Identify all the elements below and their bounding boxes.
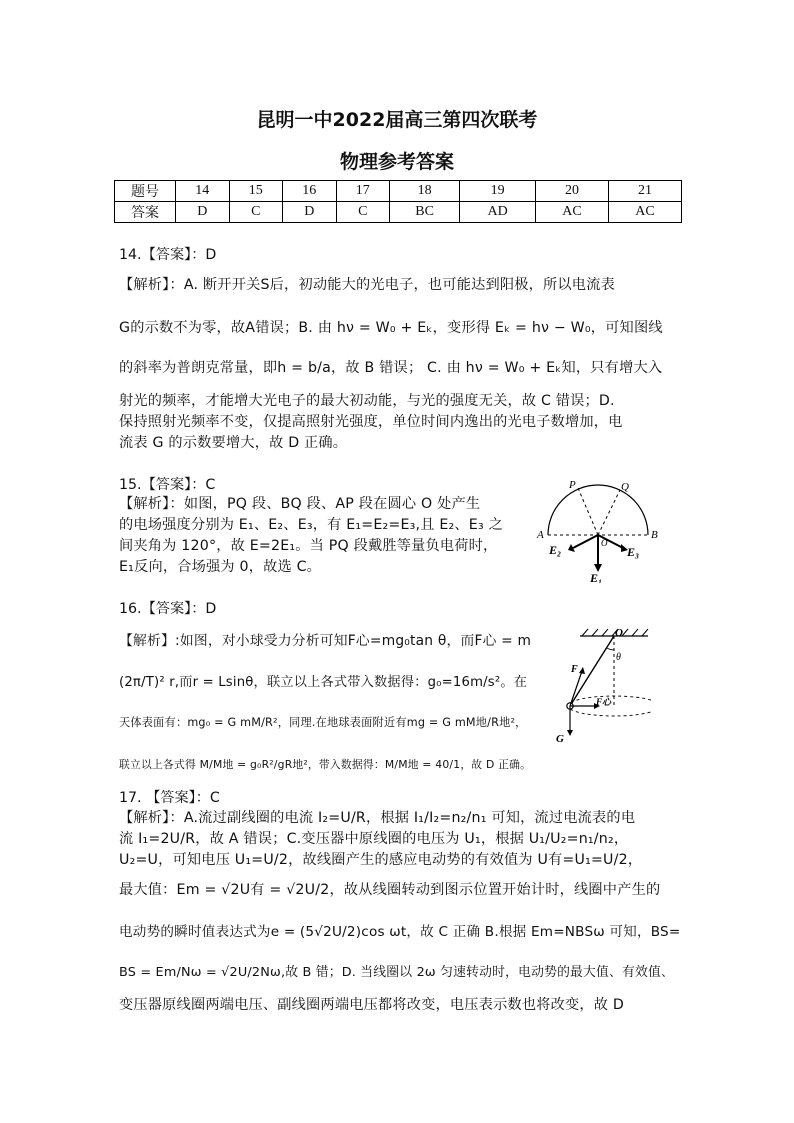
- semicircle-arc: [548, 485, 648, 535]
- arrowhead-gravity: [567, 730, 573, 736]
- table-cell: AC: [608, 202, 681, 223]
- theta-arc: [607, 648, 614, 650]
- label-p: P: [569, 479, 576, 491]
- q17-line: 电动势的瞬时值表达式为e = (5√2U/2)cos ωt，故 C 正确 B.根据 Em=NBSω 可知，BS=: [119, 924, 681, 940]
- q14-line: 流表 G 的示数要增大，故 D 正确。: [119, 435, 348, 451]
- q17-line: U₂=U，可知电压 U₁=U/2，故线圈产生的感应电动势的有效值为 U有=U₁=U/2，: [119, 852, 643, 868]
- label-g: G: [556, 733, 564, 745]
- table-cell: D: [283, 202, 337, 223]
- table-cell: 19: [460, 181, 536, 202]
- label-e3: E₃: [627, 545, 640, 559]
- q17-line: 【解析】：A.流过副线圈的电流 I₂=U/R，根据 I₁/I₂=n₂/n₁ 可知，流过电流表的电: [119, 810, 636, 826]
- q14-line: 保持照射光频率不变，仅提高照射光强度，单位时间内逸出的光电子数增加，电: [119, 414, 623, 430]
- table-cell: BC: [390, 202, 460, 223]
- q14-line: G的示数不为零，故A错误；B. 由 hν = W₀ + Eₖ，变形得 Eₖ = hν − W₀，可知图线: [119, 320, 663, 336]
- q15-line: 【解析】：如图，PQ 段、BQ 段、AP 段在圆心 O 处产生: [119, 496, 481, 512]
- table-cell: D: [176, 202, 230, 223]
- vector-e2: [573, 535, 598, 548]
- q15-line: 间夹角为 120°，故 E=2E₁。当 PQ 段戴胜等量负电荷时，: [119, 538, 498, 554]
- table-cell: 15: [229, 181, 283, 202]
- table-cell: AD: [460, 202, 536, 223]
- answer-table: [114, 180, 682, 223]
- q16-line: 联立以上各式得 M/M地 = g₀R²/gR地²，带入数据得：M/M地 = 40/1，故 D 正确。: [119, 758, 532, 771]
- radius-q: [598, 490, 620, 535]
- table-cell: 14: [176, 181, 230, 202]
- row-label-answer: 答案: [115, 202, 176, 223]
- table-cell: 17: [336, 181, 390, 202]
- q16-line: 天体表面有：mg₀ = G mM/R²，同理.在地球表面附近有mg = G mM地/R地²，: [119, 716, 527, 729]
- table-cell: C: [336, 202, 390, 223]
- table-cell: 21: [608, 181, 681, 202]
- q16-pendulum-diagram: [552, 626, 652, 746]
- label-o: O: [615, 627, 623, 639]
- q14-line: 射光的频率，才能增大光电子的最大初动能，与光的强度无关，故 C 错误；D.: [119, 393, 615, 409]
- table-cell: 18: [390, 181, 460, 202]
- q15-field-diagram: [535, 478, 665, 583]
- radius-p: [578, 488, 598, 535]
- label-fc: F心: [596, 697, 612, 707]
- q17-line: 流 I₁=2U/R，故 A 错误；C.变压器中原线圈的电压为 U₁，根据 U₁/U₂=n₁/n₂，: [119, 831, 629, 847]
- q15-heading: 15.【答案】：C: [119, 477, 216, 493]
- label-e1: E₁: [590, 571, 603, 583]
- q16-line: (2π/T)² r,而r = Lsinθ，联立以上各式带入数据得：g₀=16m/s²。在: [119, 675, 528, 690]
- label-a: A: [537, 529, 544, 541]
- q16-heading: 16.【答案】：D: [119, 601, 217, 617]
- q14-heading: 14.【答案】：D: [119, 247, 217, 263]
- q17-line: 最大值：Em = √2U有 = √2U/2，故从线圈转动到图示位置开始计时，线圈中产生的: [119, 882, 661, 898]
- table-cell: C: [229, 202, 283, 223]
- label-f: F: [571, 664, 578, 675]
- label-q: Q: [621, 481, 629, 493]
- q15-line: E₁反向，合场强为 0，故选 C。: [119, 559, 322, 575]
- label-e2: E₂: [549, 543, 562, 557]
- table-row-answers: [115, 202, 682, 223]
- q14-line: 【解析】：A. 断开开关S后，初动能大的光电子，也可能达到阳极，所以电流表: [119, 277, 615, 293]
- label-o: O: [601, 538, 608, 548]
- page-title: 昆明一中2022届高三第四次联考: [256, 109, 538, 131]
- q17-heading: 17. 【答案】：C: [119, 790, 220, 806]
- q17-line: 变压器原线圈两端电压、副线圈两端电压都将改变，电压表示数也将改变，故 D: [119, 997, 625, 1013]
- q17-line: BS = Em/Nω = √2U/2Nω,故 B 错；D. 当线圈以 2ω 匀速转动时，电动势的最大值、有效值、: [119, 965, 675, 980]
- table-cell: AC: [535, 202, 608, 223]
- arrowhead-tension: [579, 667, 585, 674]
- page-subtitle: 物理参考答案: [339, 151, 454, 173]
- label-b: B: [651, 529, 658, 541]
- q14-line: 的斜率为普朗克常量，即h = b/a，故 B 错误； C. 由 hν = W₀ + Eₖ知，只有增大入: [119, 360, 663, 376]
- row-label-number: 题号: [115, 181, 176, 202]
- table-row-numbers: [115, 181, 682, 202]
- label-theta: θ: [616, 652, 621, 663]
- table-cell: 20: [535, 181, 608, 202]
- q16-line: 【解析】:如图，对小球受力分析可知F心=mg₀tan θ，而F心 = m: [119, 633, 532, 649]
- q15-line: 的电场强度分别为 E₁、E₂、E₃，有 E₁=E₂=E₃,且 E₂、E₃ 之: [119, 517, 503, 533]
- table-cell: 16: [283, 181, 337, 202]
